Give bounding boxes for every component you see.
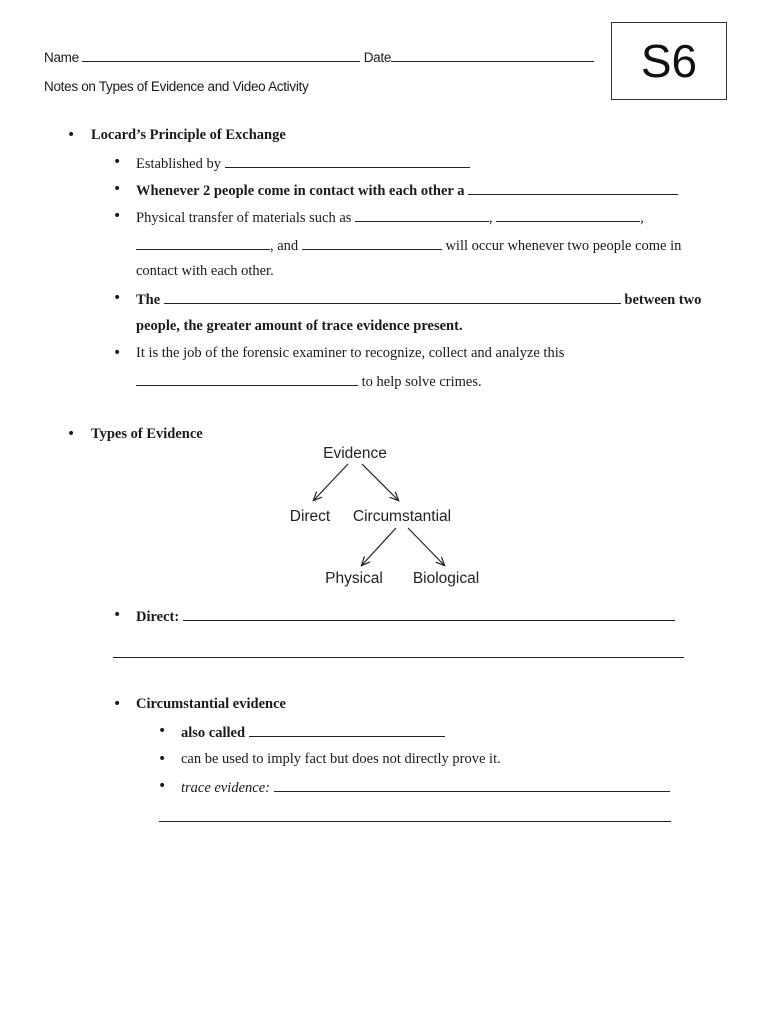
trace-evidence-line xyxy=(181,778,670,797)
trace-evidence-blank-2[interactable] xyxy=(159,821,671,822)
material-blank-2[interactable] xyxy=(496,208,640,222)
tree-node-direct: Direct xyxy=(289,508,331,525)
section-code-box xyxy=(611,22,727,100)
tree-node-physical: Physical xyxy=(325,570,383,587)
bullet-icon: • xyxy=(158,723,167,739)
name-line xyxy=(44,48,594,65)
bullet-icon: • xyxy=(113,154,122,170)
arrow-evidence-circumstantial xyxy=(362,464,398,500)
established-by-blank[interactable] xyxy=(225,154,470,168)
imply-fact-text: can be used to imply fact but does not directly prove it. xyxy=(181,751,501,767)
whenever-line xyxy=(136,181,678,200)
job-text: It is the job of the forensic examiner to recognize, collect and analyze this xyxy=(136,345,565,361)
direct-label: Direct: xyxy=(136,609,180,625)
bullet-icon: • xyxy=(113,208,122,224)
physical-transfer-line xyxy=(136,208,644,227)
greater-amount-text: people, the greater amount of trace evidence present. xyxy=(136,318,463,334)
bullet-icon: • xyxy=(113,696,122,712)
bullet-icon: • xyxy=(158,751,167,767)
physical-transfer-label: Physical transfer of materials such as xyxy=(136,210,352,226)
locard-heading: Locard’s Principle of Exchange xyxy=(91,127,286,143)
the-label: The xyxy=(136,292,161,308)
tree-node-evidence: Evidence xyxy=(323,445,387,462)
also-called-blank[interactable] xyxy=(249,723,445,737)
bullet-icon: • xyxy=(158,778,167,794)
bullet-icon: • xyxy=(67,127,76,143)
bullet-icon: • xyxy=(113,181,122,197)
date-label: Date xyxy=(363,50,392,65)
the-blank[interactable] xyxy=(164,290,621,304)
arrow-circumstantial-biological xyxy=(408,528,444,565)
date-field[interactable] xyxy=(391,48,594,62)
section-code: S6 xyxy=(640,35,698,87)
material-blank-1[interactable] xyxy=(355,208,489,222)
trace-evidence-label: trace evidence: xyxy=(181,780,270,796)
name-label: Name xyxy=(44,50,79,65)
whenever-label: Whenever 2 people come in contact with each other a xyxy=(136,183,465,199)
also-called-label: also called xyxy=(181,725,246,741)
established-by-line xyxy=(136,154,470,173)
tree-node-biological: Biological xyxy=(412,570,480,587)
analyze-blank[interactable] xyxy=(136,372,358,386)
comma-text: , xyxy=(640,210,644,226)
the-line xyxy=(136,290,701,309)
will-occur-text: will occur whenever two people come in xyxy=(445,238,682,254)
direct-line xyxy=(136,607,675,626)
bullet-icon: • xyxy=(67,426,76,442)
direct-blank[interactable] xyxy=(183,607,675,621)
evidence-tree-diagram xyxy=(280,440,500,592)
and-text: , and xyxy=(270,238,299,254)
help-solve-line xyxy=(136,372,482,391)
tree-node-circumstantial: Circumstantial xyxy=(352,508,452,525)
established-by-label: Established by xyxy=(136,156,221,172)
bullet-icon: • xyxy=(113,607,122,623)
whenever-blank[interactable] xyxy=(468,181,678,195)
trace-evidence-blank[interactable] xyxy=(274,778,670,792)
arrow-circumstantial-physical xyxy=(362,528,396,565)
bullet-icon: • xyxy=(113,290,122,306)
types-heading: Types of Evidence xyxy=(91,426,203,442)
page-subtitle: Notes on Types of Evidence and Video Activity xyxy=(44,79,309,94)
also-called-line xyxy=(181,723,445,742)
circumstantial-heading: Circumstantial evidence xyxy=(136,696,286,712)
bullet-icon: • xyxy=(113,345,122,361)
arrow-evidence-direct xyxy=(314,464,348,500)
comma-text: , xyxy=(489,210,493,226)
material-blank-4[interactable] xyxy=(302,236,442,250)
help-solve-text: to help solve crimes. xyxy=(361,374,482,390)
material-blank-3[interactable] xyxy=(136,236,270,250)
direct-blank-2[interactable] xyxy=(113,657,684,658)
name-field[interactable] xyxy=(82,48,360,62)
contact-text: contact with each other. xyxy=(136,263,274,279)
between-two-text: between two xyxy=(624,292,702,308)
physical-transfer-line-2 xyxy=(136,236,681,255)
